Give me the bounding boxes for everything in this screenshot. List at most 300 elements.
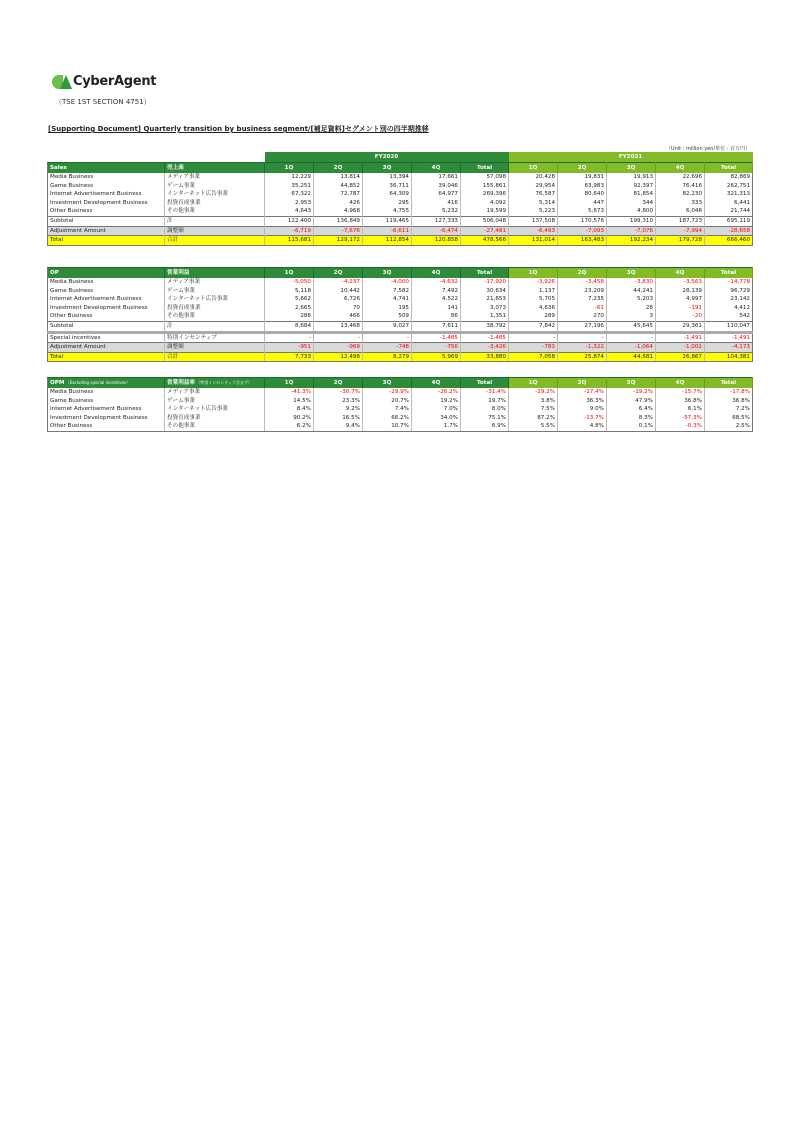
row-label-jp: メディア事業 bbox=[165, 278, 265, 287]
table-row bbox=[48, 352, 753, 362]
value-cell: 5,203 bbox=[607, 295, 656, 304]
value-cell: -29.9% bbox=[363, 388, 412, 397]
table-row bbox=[48, 182, 753, 191]
value-cell: 9.0% bbox=[558, 405, 607, 414]
table-row bbox=[48, 422, 753, 431]
value-cell: 39,046 bbox=[412, 182, 461, 191]
value-cell: 3,073 bbox=[461, 304, 509, 313]
row-label-en: Internet Advertisement Business bbox=[48, 295, 165, 304]
value-cell: 28 bbox=[607, 304, 656, 313]
value-cell: 27,196 bbox=[558, 321, 607, 332]
value-cell: 137,508 bbox=[509, 216, 558, 226]
row-label-en: Investment Development Business bbox=[48, 199, 165, 208]
table-row bbox=[48, 173, 753, 182]
column-header-total: Total bbox=[705, 163, 753, 174]
row-label-jp: インターネット広告事業 bbox=[165, 405, 265, 414]
row-label-en: Other Business bbox=[48, 422, 165, 431]
value-cell: 7.4% bbox=[363, 405, 412, 414]
value-cell: -1,491 bbox=[705, 332, 753, 343]
value-cell: 64,977 bbox=[412, 190, 461, 199]
value-cell: 22,696 bbox=[656, 173, 705, 182]
value-cell: -7,994 bbox=[656, 226, 705, 236]
row-label-en: Internet Advertisement Business bbox=[48, 190, 165, 199]
value-cell: 0.1% bbox=[607, 422, 656, 431]
value-cell: -28,658 bbox=[705, 226, 753, 236]
blank-cell bbox=[48, 152, 265, 163]
company-logo bbox=[52, 74, 156, 89]
value-cell: 195 bbox=[363, 304, 412, 313]
value-cell: 12,498 bbox=[314, 352, 363, 362]
value-cell: -1,485 bbox=[412, 332, 461, 343]
section-note-en: （Excluding special incentives） bbox=[64, 379, 131, 385]
value-cell: -191 bbox=[656, 304, 705, 313]
value-cell: 466 bbox=[314, 312, 363, 321]
row-label-en: Total bbox=[48, 236, 165, 246]
value-cell: 199,310 bbox=[607, 216, 656, 226]
value-cell: 28,139 bbox=[656, 287, 705, 296]
value-cell: 4,755 bbox=[363, 207, 412, 216]
value-cell: 416 bbox=[412, 199, 461, 208]
value-cell: 6,726 bbox=[314, 295, 363, 304]
row-label-jp: 投資育成事業 bbox=[165, 414, 265, 423]
row-label-en: Internet Advertisement Business bbox=[48, 405, 165, 414]
value-cell: 44,241 bbox=[607, 287, 656, 296]
value-cell: 4,968 bbox=[314, 207, 363, 216]
value-cell: 478,566 bbox=[461, 236, 509, 246]
value-cell: - bbox=[265, 332, 314, 343]
value-cell: 8.4% bbox=[265, 405, 314, 414]
value-cell: 333 bbox=[656, 199, 705, 208]
value-cell: 141 bbox=[412, 304, 461, 313]
row-label-jp: 投資育成事業 bbox=[165, 304, 265, 313]
value-cell: 122,400 bbox=[265, 216, 314, 226]
table-row bbox=[48, 388, 753, 397]
value-cell: 86 bbox=[412, 312, 461, 321]
table-row bbox=[48, 405, 753, 414]
value-cell: 36.8% bbox=[656, 397, 705, 406]
column-header-total: Total bbox=[461, 378, 509, 389]
value-cell: 9.2% bbox=[314, 405, 363, 414]
column-header-total: Total bbox=[705, 378, 753, 389]
column-header-row bbox=[48, 163, 753, 174]
row-label-en: Other Business bbox=[48, 312, 165, 321]
value-cell: 10,442 bbox=[314, 287, 363, 296]
value-cell: 5,662 bbox=[265, 295, 314, 304]
value-cell: 6.2% bbox=[265, 422, 314, 431]
value-cell: - bbox=[363, 332, 412, 343]
value-cell: 16.5% bbox=[314, 414, 363, 423]
row-label-en: Total bbox=[48, 352, 165, 362]
value-cell: 7,235 bbox=[558, 295, 607, 304]
column-header-4q: 4Q bbox=[656, 268, 705, 279]
value-cell: 509 bbox=[363, 312, 412, 321]
table-row bbox=[48, 397, 753, 406]
value-cell: -7,076 bbox=[607, 226, 656, 236]
value-cell: -41.3% bbox=[265, 388, 314, 397]
value-cell: 270 bbox=[558, 312, 607, 321]
value-cell: 4,636 bbox=[509, 304, 558, 313]
value-cell: 38,792 bbox=[461, 321, 509, 332]
value-cell: 120,858 bbox=[412, 236, 461, 246]
value-cell: 288 bbox=[265, 312, 314, 321]
value-cell: 666,460 bbox=[705, 236, 753, 246]
column-header-2q: 2Q bbox=[558, 268, 607, 279]
value-cell: 5,705 bbox=[509, 295, 558, 304]
section-title-en: Sales bbox=[48, 163, 165, 174]
value-cell: 6.4% bbox=[607, 405, 656, 414]
row-label-jp: その他事業 bbox=[165, 312, 265, 321]
table-row bbox=[48, 207, 753, 216]
value-cell: 10.7% bbox=[363, 422, 412, 431]
value-cell: -756 bbox=[412, 343, 461, 353]
value-cell: 19.2% bbox=[412, 397, 461, 406]
value-cell: 4.8% bbox=[558, 422, 607, 431]
value-cell: -4,237 bbox=[314, 278, 363, 287]
value-cell: -4,173 bbox=[705, 343, 753, 353]
fiscal-year-header: FY2021 bbox=[509, 152, 753, 163]
value-cell: -17.4% bbox=[558, 388, 607, 397]
fiscal-year-header: FY2020 bbox=[265, 152, 509, 163]
row-label-en: Subtotal bbox=[48, 216, 165, 226]
value-cell: 7,611 bbox=[412, 321, 461, 332]
value-cell: - bbox=[558, 332, 607, 343]
document-title: [Supporting Document] Quarterly transition by business segment/[補足資料]セグメント別の四半期推移 bbox=[48, 125, 429, 133]
column-header-4q: 4Q bbox=[412, 268, 461, 279]
ticker-label: （TSE 1ST SECTION 4751） bbox=[55, 98, 151, 106]
column-header-3q: 3Q bbox=[363, 163, 412, 174]
value-cell: 5,969 bbox=[412, 352, 461, 362]
value-cell: -19.2% bbox=[607, 388, 656, 397]
value-cell: 25,874 bbox=[558, 352, 607, 362]
column-header-4q: 4Q bbox=[412, 378, 461, 389]
row-label-en: Adjustment Amount bbox=[48, 343, 165, 353]
value-cell: 321,313 bbox=[705, 190, 753, 199]
row-label-jp: 合計 bbox=[165, 352, 265, 362]
value-cell: 5.5% bbox=[509, 422, 558, 431]
value-cell: 76,416 bbox=[656, 182, 705, 191]
value-cell: 7.5% bbox=[509, 405, 558, 414]
value-cell: 13,814 bbox=[314, 173, 363, 182]
section-note-jp: （特別インセンティブ含まず） bbox=[194, 379, 252, 385]
value-cell: 129,172 bbox=[314, 236, 363, 246]
row-label-en: Other Business bbox=[48, 207, 165, 216]
value-cell: 47.9% bbox=[607, 397, 656, 406]
row-label-en: Adjustment Amount bbox=[48, 226, 165, 236]
value-cell: 4,643 bbox=[265, 207, 314, 216]
value-cell: 344 bbox=[607, 199, 656, 208]
value-cell: 695,119 bbox=[705, 216, 753, 226]
value-cell: 19,913 bbox=[607, 173, 656, 182]
column-header-3q: 3Q bbox=[607, 268, 656, 279]
value-cell: 19,599 bbox=[461, 207, 509, 216]
unit-note: （Unit : million yen/単位 : 百万円） bbox=[665, 146, 750, 152]
value-cell: 14.5% bbox=[265, 397, 314, 406]
value-cell: -783 bbox=[509, 343, 558, 353]
row-label-jp: 計 bbox=[165, 321, 265, 332]
logo-text: CyberAgent bbox=[73, 74, 157, 89]
row-label-jp: 調整額 bbox=[165, 343, 265, 353]
value-cell: 75.1% bbox=[461, 414, 509, 423]
table-row bbox=[48, 190, 753, 199]
value-cell: -951 bbox=[265, 343, 314, 353]
row-label-jp: 合計 bbox=[165, 236, 265, 246]
value-cell: -6,719 bbox=[265, 226, 314, 236]
value-cell: 23,209 bbox=[558, 287, 607, 296]
row-label-en: Media Business bbox=[48, 388, 165, 397]
value-cell: 506,048 bbox=[461, 216, 509, 226]
value-cell: -1,002 bbox=[656, 343, 705, 353]
value-cell: 21,744 bbox=[705, 207, 753, 216]
row-label-jp: 調整額 bbox=[165, 226, 265, 236]
row-label-jp: 計 bbox=[165, 216, 265, 226]
value-cell: 6,441 bbox=[705, 199, 753, 208]
value-cell: -6,611 bbox=[363, 226, 412, 236]
row-label-jp: メディア事業 bbox=[165, 388, 265, 397]
value-cell: 269,396 bbox=[461, 190, 509, 199]
row-label-jp: 投資育成事業 bbox=[165, 199, 265, 208]
value-cell: 96,729 bbox=[705, 287, 753, 296]
value-cell: 3.8% bbox=[509, 397, 558, 406]
table-row bbox=[48, 321, 753, 332]
value-cell: 7,733 bbox=[265, 352, 314, 362]
value-cell: -14,778 bbox=[705, 278, 753, 287]
column-header-3q: 3Q bbox=[607, 378, 656, 389]
value-cell: 4,741 bbox=[363, 295, 412, 304]
table-row bbox=[48, 278, 753, 287]
value-cell: -748 bbox=[363, 343, 412, 353]
value-cell: 115,681 bbox=[265, 236, 314, 246]
value-cell: 5,223 bbox=[509, 207, 558, 216]
value-cell: - bbox=[607, 332, 656, 343]
value-cell: 90.2% bbox=[265, 414, 314, 423]
value-cell: 110,047 bbox=[705, 321, 753, 332]
value-cell: 5,232 bbox=[412, 207, 461, 216]
value-cell: -17,920 bbox=[461, 278, 509, 287]
value-cell: -1,064 bbox=[607, 343, 656, 353]
row-label-en: Investment Development Business bbox=[48, 304, 165, 313]
column-header-row bbox=[48, 268, 753, 279]
value-cell: -0.3% bbox=[656, 422, 705, 431]
value-cell: -61 bbox=[558, 304, 607, 313]
section-title-jp: 営業利益率 （特別インセンティブ含まず） bbox=[165, 378, 265, 389]
column-header-3q: 3Q bbox=[363, 268, 412, 279]
value-cell: 289 bbox=[509, 312, 558, 321]
value-cell: -26.2% bbox=[412, 388, 461, 397]
row-label-jp: その他事業 bbox=[165, 207, 265, 216]
row-label-jp: インターネット広告事業 bbox=[165, 295, 265, 304]
value-cell: 26,867 bbox=[656, 352, 705, 362]
value-cell: 8.0% bbox=[461, 405, 509, 414]
row-label-en: Subtotal bbox=[48, 321, 165, 332]
column-header-1q: 1Q bbox=[265, 268, 314, 279]
value-cell: 5,118 bbox=[265, 287, 314, 296]
value-cell: 542 bbox=[705, 312, 753, 321]
fiscal-year-row bbox=[48, 152, 753, 163]
value-cell: -1,491 bbox=[656, 332, 705, 343]
value-cell: 13,468 bbox=[314, 321, 363, 332]
value-cell: 30,634 bbox=[461, 287, 509, 296]
value-cell: - bbox=[314, 332, 363, 343]
value-cell: -20 bbox=[656, 312, 705, 321]
value-cell: 19.7% bbox=[461, 397, 509, 406]
table-row bbox=[48, 312, 753, 321]
column-header-2q: 2Q bbox=[558, 378, 607, 389]
value-cell: 7,492 bbox=[412, 287, 461, 296]
table-row bbox=[48, 287, 753, 296]
row-label-jp: ゲーム事業 bbox=[165, 397, 265, 406]
value-cell: 44,581 bbox=[607, 352, 656, 362]
value-cell: 7,842 bbox=[509, 321, 558, 332]
value-cell: 6.1% bbox=[656, 405, 705, 414]
column-header-1q: 1Q bbox=[509, 268, 558, 279]
row-label-en: Media Business bbox=[48, 173, 165, 182]
value-cell: 21,653 bbox=[461, 295, 509, 304]
value-cell: -17.8% bbox=[705, 388, 753, 397]
value-cell: -31.4% bbox=[461, 388, 509, 397]
value-cell: 6.9% bbox=[461, 422, 509, 431]
value-cell: 20,428 bbox=[509, 173, 558, 182]
value-cell: -57.3% bbox=[656, 414, 705, 423]
value-cell: 57,098 bbox=[461, 173, 509, 182]
value-cell: -3,563 bbox=[656, 278, 705, 287]
column-header-3q: 3Q bbox=[363, 378, 412, 389]
cyberagent-logo-icon bbox=[52, 75, 71, 89]
value-cell: 70 bbox=[314, 304, 363, 313]
value-cell: 262,751 bbox=[705, 182, 753, 191]
column-header-row bbox=[48, 378, 753, 389]
value-cell: -6,474 bbox=[412, 226, 461, 236]
column-header-4q: 4Q bbox=[656, 378, 705, 389]
row-label-en: Special incentives bbox=[48, 332, 165, 343]
value-cell: 29,361 bbox=[656, 321, 705, 332]
value-cell: 170,576 bbox=[558, 216, 607, 226]
row-label-jp: 特別インセンティブ bbox=[165, 332, 265, 343]
value-cell: 179,728 bbox=[656, 236, 705, 246]
value-cell: 119,465 bbox=[363, 216, 412, 226]
value-cell: -19.2% bbox=[509, 388, 558, 397]
value-cell: 45,645 bbox=[607, 321, 656, 332]
value-cell: 1.7% bbox=[412, 422, 461, 431]
value-cell: -3,458 bbox=[558, 278, 607, 287]
value-cell: 23,142 bbox=[705, 295, 753, 304]
value-cell: 2,953 bbox=[265, 199, 314, 208]
value-cell: 8,684 bbox=[265, 321, 314, 332]
row-label-en: Game Business bbox=[48, 182, 165, 191]
value-cell: -13.7% bbox=[558, 414, 607, 423]
value-cell: - bbox=[509, 332, 558, 343]
value-cell: 112,854 bbox=[363, 236, 412, 246]
value-cell: -3,926 bbox=[509, 278, 558, 287]
table-op bbox=[47, 267, 753, 362]
table-row bbox=[48, 343, 753, 353]
value-cell: 1,137 bbox=[509, 287, 558, 296]
table-row bbox=[48, 216, 753, 226]
value-cell: 67,322 bbox=[265, 190, 314, 199]
value-cell: -5,050 bbox=[265, 278, 314, 287]
value-cell: 136,849 bbox=[314, 216, 363, 226]
value-cell: 4,522 bbox=[412, 295, 461, 304]
value-cell: -15.7% bbox=[656, 388, 705, 397]
value-cell: 92,397 bbox=[607, 182, 656, 191]
value-cell: 5,673 bbox=[558, 207, 607, 216]
value-cell: 35,251 bbox=[265, 182, 314, 191]
value-cell: 295 bbox=[363, 199, 412, 208]
row-label-jp: インターネット広告事業 bbox=[165, 190, 265, 199]
column-header-total: Total bbox=[461, 163, 509, 174]
value-cell: 8,279 bbox=[363, 352, 412, 362]
column-header-1q: 1Q bbox=[509, 378, 558, 389]
value-cell: 3 bbox=[607, 312, 656, 321]
value-cell: 7.0% bbox=[412, 405, 461, 414]
row-label-jp: メディア事業 bbox=[165, 173, 265, 182]
value-cell: 44,852 bbox=[314, 182, 363, 191]
row-label-en: Game Business bbox=[48, 287, 165, 296]
value-cell: 4,997 bbox=[656, 295, 705, 304]
value-cell: 5,314 bbox=[509, 199, 558, 208]
column-header-1q: 1Q bbox=[509, 163, 558, 174]
value-cell: -6,493 bbox=[509, 226, 558, 236]
column-header-total: Total bbox=[705, 268, 753, 279]
value-cell: 104,381 bbox=[705, 352, 753, 362]
value-cell: 36.3% bbox=[558, 397, 607, 406]
value-cell: -4,632 bbox=[412, 278, 461, 287]
value-cell: 13,394 bbox=[363, 173, 412, 182]
value-cell: 9,027 bbox=[363, 321, 412, 332]
value-cell: 87.2% bbox=[509, 414, 558, 423]
table-row bbox=[48, 236, 753, 246]
value-cell: -1,485 bbox=[461, 332, 509, 343]
value-cell: -1,322 bbox=[558, 343, 607, 353]
table-row bbox=[48, 295, 753, 304]
value-cell: 36.8% bbox=[705, 397, 753, 406]
table-row bbox=[48, 199, 753, 208]
column-header-total: Total bbox=[461, 268, 509, 279]
value-cell: 34.0% bbox=[412, 414, 461, 423]
value-cell: 76,587 bbox=[509, 190, 558, 199]
row-label-en: Game Business bbox=[48, 397, 165, 406]
value-cell: 17,661 bbox=[412, 173, 461, 182]
value-cell: -3,830 bbox=[607, 278, 656, 287]
column-header-2q: 2Q bbox=[314, 378, 363, 389]
value-cell: 1,351 bbox=[461, 312, 509, 321]
value-cell: 7,582 bbox=[363, 287, 412, 296]
value-cell: 4,800 bbox=[607, 207, 656, 216]
value-cell: 12,229 bbox=[265, 173, 314, 182]
value-cell: 163,483 bbox=[558, 236, 607, 246]
value-cell: -27,481 bbox=[461, 226, 509, 236]
value-cell: 82,869 bbox=[705, 173, 753, 182]
table-row bbox=[48, 226, 753, 236]
column-header-3q: 3Q bbox=[607, 163, 656, 174]
value-cell: 6,046 bbox=[656, 207, 705, 216]
value-cell: 447 bbox=[558, 199, 607, 208]
value-cell: 64,309 bbox=[363, 190, 412, 199]
value-cell: 2.5% bbox=[705, 422, 753, 431]
value-cell: -7,093 bbox=[558, 226, 607, 236]
table-row bbox=[48, 414, 753, 423]
value-cell: 131,014 bbox=[509, 236, 558, 246]
value-cell: 7.2% bbox=[705, 405, 753, 414]
value-cell: 36,711 bbox=[363, 182, 412, 191]
value-cell: 192,234 bbox=[607, 236, 656, 246]
table-opm bbox=[47, 377, 753, 432]
value-cell: 20.7% bbox=[363, 397, 412, 406]
value-cell: 23.3% bbox=[314, 397, 363, 406]
value-cell: 66.2% bbox=[363, 414, 412, 423]
row-label-jp: ゲーム事業 bbox=[165, 287, 265, 296]
column-header-1q: 1Q bbox=[265, 378, 314, 389]
table-row bbox=[48, 332, 753, 343]
